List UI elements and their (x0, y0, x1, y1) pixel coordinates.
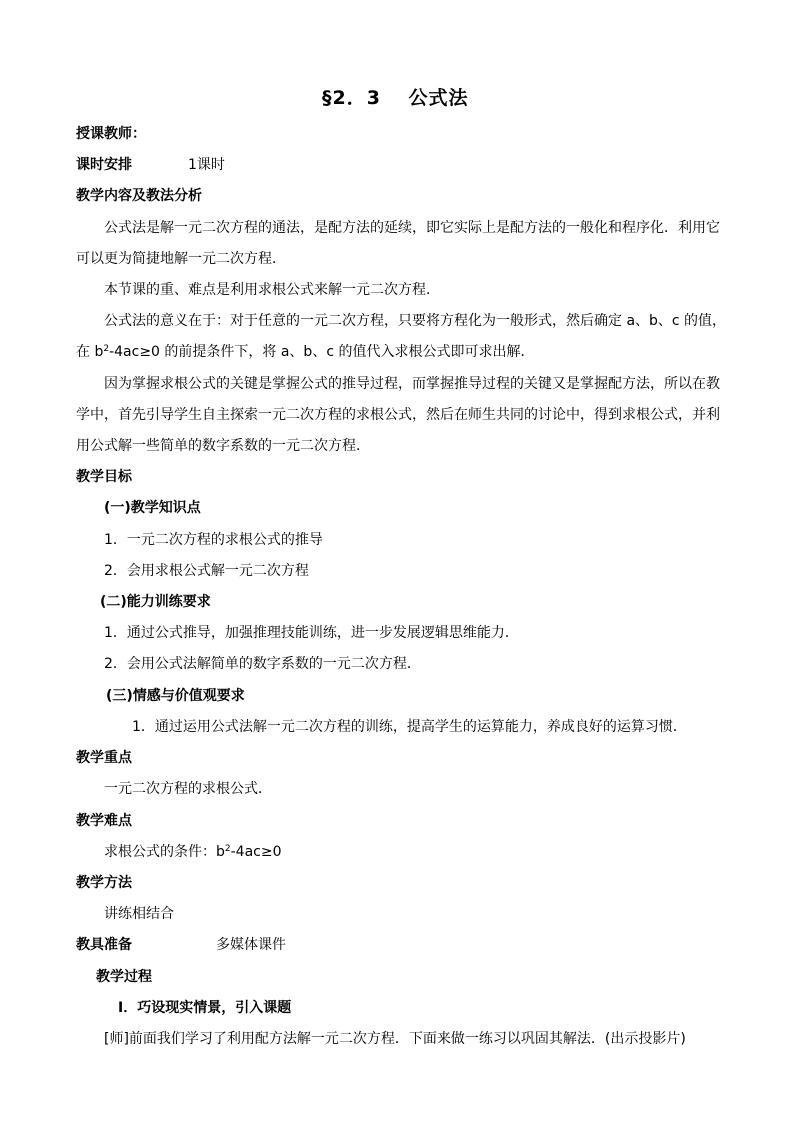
objectives-heading: 教学目标 (76, 469, 132, 485)
paragraph-line: 用公式解一些简单的数字系数的一元二次方程． (76, 438, 370, 454)
method-heading: 教学方法 (76, 875, 132, 891)
list-item: 1．通过公式推导，加强推理技能训练，进一步发展逻辑思维能力． (104, 625, 519, 641)
process-heading: 教学过程 (96, 969, 152, 985)
emotion-heading: (三)情感与价值观要求 (106, 688, 245, 704)
schedule-label: 课时安排 (76, 157, 132, 173)
section-heading: Ⅰ．巧设现实情景，引入课题 (118, 1000, 292, 1016)
knowledge-heading: (一)教学知识点 (104, 500, 201, 516)
tools-value: 多媒体课件 (216, 937, 286, 953)
teacher-label: 授课教师： (76, 126, 146, 142)
paragraph-line: [师]前面我们学习了利用配方法解一元二次方程．下面来做一练习以巩固其解法．(出示投影片) (104, 1031, 686, 1047)
difficulty-heading: 教学难点 (76, 813, 132, 829)
paragraph-line-with-formula (76, 343, 534, 361)
list-item: 2．会用公式法解简单的数字系数的一元二次方程． (104, 656, 421, 672)
paragraph-line: 可以更为简捷地解一元二次方程． (76, 251, 286, 267)
ability-heading: (二)能力训练要求 (100, 594, 211, 610)
paragraph-line: 公式法是解一元二次方程的通法，是配方法的延续，即它实际上是配方法的一般化和程序化．利用它 (104, 220, 720, 236)
text-segment: -4ac≥0 (230, 844, 282, 860)
tools-label: 教具准备 (76, 937, 132, 953)
paragraph-line: 本节课的重、难点是利用求根公式来解一元二次方程． (104, 282, 440, 298)
superscript: 2 (224, 844, 231, 854)
text-segment: 求根公式的条件：b (104, 844, 225, 860)
schedule-value: 1课时 (188, 157, 225, 173)
key-point-heading: 教学重点 (76, 750, 132, 766)
key-point-text: 一元二次方程的求根公式． (104, 781, 272, 797)
text-segment: -4ac≥0 的前提条件下，将 a、b、c 的值代入求根公式即可求出解． (109, 344, 535, 360)
method-text: 讲练相结合 (104, 906, 174, 922)
difficulty-text (104, 843, 282, 861)
paragraph-line: 学中，首先引导学生自主探索一元二次方程的求根公式，然后在师生共同的讨论中，得到求根公式，并利 (76, 407, 720, 423)
superscript: 2 (103, 344, 110, 354)
list-item: 1．一元二次方程的求根公式的推导 (104, 532, 323, 548)
content-analysis-heading: 教学内容及教法分析 (76, 188, 202, 204)
paragraph-line: 公式法的意义在于：对于任意的一元二次方程，只要将方程化为一般形式，然后确定 a、b、c 的值， (104, 313, 727, 329)
text-segment: 在 b (76, 344, 104, 360)
page-title: §2．3 公式法 (322, 87, 469, 109)
paragraph-line: 因为掌握求根公式的关键是掌握公式的推导过程，而掌握推导过程的关键又是掌握配方法，所以在教 (104, 376, 720, 392)
list-item: 2．会用求根公式解一元二次方程 (104, 563, 309, 579)
list-item: 1．通过运用公式法解一元二次方程的训练，提高学生的运算能力，养成良好的运算习惯． (132, 719, 687, 735)
